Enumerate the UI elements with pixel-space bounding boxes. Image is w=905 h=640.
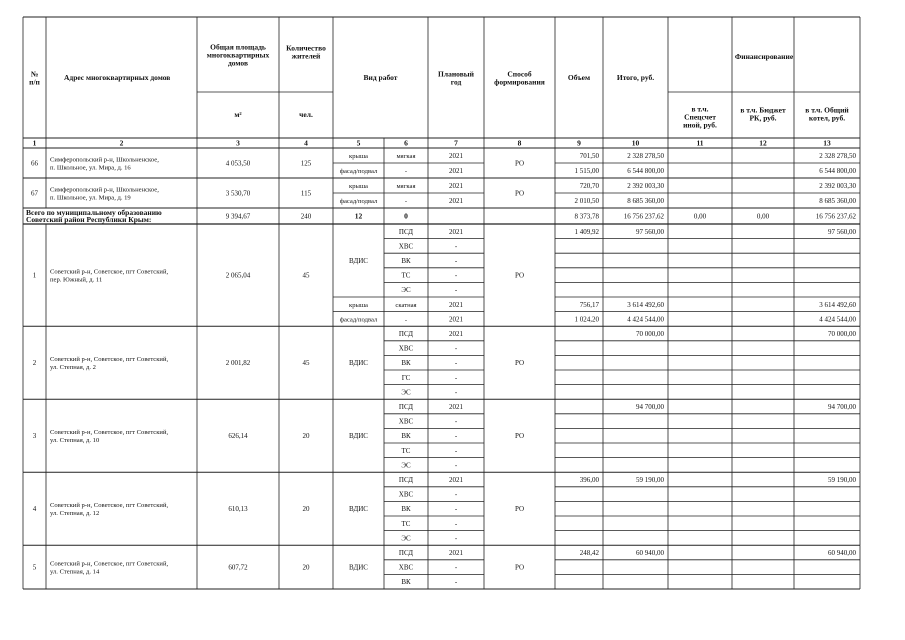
extra-work-subtype: скатная [395,301,417,309]
sub-common: 60 940,00 [828,549,856,557]
sub-work-type: ПСД [398,403,414,411]
work-common: 2 328 278,50 [819,152,856,160]
sub-work-type: ПСД [398,549,414,557]
subtotal-volume: 8 373,78 [574,212,599,221]
sub-year: 2021 [449,330,463,338]
column-number: 3 [236,138,240,148]
subtotal-area: 9 394,67 [225,212,251,221]
sub-year: - [454,519,458,528]
group-number: 1 [32,271,37,280]
budget-header: в т.ч. Бюджет [740,105,786,115]
sub-work-type: ХВС [398,344,414,353]
subtotal-label: Советский район Республики Крым: [26,215,152,224]
work-type: крыша [349,153,368,160]
sub-year: - [454,373,458,382]
row-address: Симферопольский р-н, Школьненское, [50,186,159,194]
group-residents: 20 [302,432,310,441]
extra-volume: 756,17 [579,300,599,309]
sub-year: - [454,257,458,265]
work-year: 2021 [449,197,463,205]
sub-year: - [454,271,458,280]
work-type: фасад/подвал [339,198,378,205]
work-total: 2 328 278,50 [627,152,664,160]
work-common: 6 544 800,00 [819,167,856,175]
num-header: п/п [29,77,40,87]
extra-total: 3 614 492,60 [627,300,664,309]
common-pot-header: в т.ч. Общий [805,105,849,115]
sub-total: 70 000,00 [636,330,664,338]
sub-work-type: ВК [401,359,411,368]
extra-work-type: крыша [349,301,368,309]
work-subtype: мягкая [396,183,416,190]
residents-header: Количество [286,43,326,53]
sub-work-type: ВК [401,505,411,514]
work-volume: 720,70 [579,182,599,190]
sub-year: - [454,417,458,426]
extra-volume: 1 024,20 [574,315,599,324]
plan-year-header: Плановый [438,69,474,79]
work-total: 8 685 360,00 [627,197,664,205]
plan-year-header: год [450,77,462,87]
extra-year: 2021 [449,300,463,309]
subtotal-col5: 12 [354,211,363,221]
group-address: ул. Степная, д. 14 [50,568,100,576]
column-number: 7 [454,138,458,148]
sub-common: 94 700,00 [828,403,856,411]
sub-year: 2021 [449,227,463,236]
work-subtype: - [404,168,408,175]
subtotal-common: 16 756 237,62 [815,212,856,221]
sub-year: - [454,461,458,470]
sub-year: - [454,563,458,572]
row-area: 3 530,70 [225,189,251,198]
sub-year: - [454,490,458,499]
column-number: 12 [759,138,767,148]
subtotal-col6: 0 [404,211,408,221]
work-volume: 701,50 [579,152,599,160]
row-residents: 125 [300,159,312,168]
work-common: 2 392 003,30 [819,182,856,190]
group-number: 4 [32,505,37,514]
sub-year: - [454,505,458,514]
area-header: многоквартирных [206,50,270,60]
row-number: 66 [31,159,38,168]
financing-header: Финансирование [734,52,794,61]
work-year: 2021 [449,152,463,160]
sub-total: 97 560,00 [636,227,664,236]
sub-common: 97 560,00 [828,227,856,236]
column-number: 9 [577,138,581,148]
row-address: п. Школьное, ул. Мира, д. 19 [50,194,131,202]
group-area: 2 001,82 [225,359,251,368]
subtotal-label: Всего по муниципальному образованию [26,208,162,217]
sub-total: 60 940,00 [636,549,664,557]
extra-work-subtype: - [404,316,408,324]
column-number: 8 [517,138,522,148]
group-address: Советский р-н, Советское, пгт Советский, [50,268,169,276]
sub-common: 59 190,00 [828,476,856,484]
subtotal-residents: 240 [300,212,312,221]
common-pot-header: котел, руб. [808,113,846,123]
extra-common: 3 614 492,60 [819,300,856,309]
sub-work-type: ПСД [398,476,414,484]
work-volume: 1 515,00 [574,167,599,175]
sub-work-type: ТС [401,271,411,280]
group-area: 626,14 [228,432,248,441]
work-total: 2 392 003,30 [627,182,664,190]
sub-total: 94 700,00 [636,403,664,411]
group-residents: 45 [302,359,310,368]
sub-work-type: ХВС [398,490,414,499]
sub-year: - [454,578,458,587]
column-number: 10 [631,138,640,148]
row-residents: 115 [300,189,312,198]
group-work-label: ВДИС [349,432,368,441]
work-type: крыша [349,183,368,190]
group-method: РО [514,563,525,572]
total-header: Итого, руб. [616,73,655,82]
sub-volume: 396,00 [579,476,599,484]
subtotal-total: 16 756 237,62 [623,212,664,221]
group-work-label: ВДИС [349,505,368,514]
sub-work-type: ЭС [401,461,411,470]
sub-work-type: ЭС [401,388,411,397]
row-address: п. Школьное, ул. Мира, д. 16 [50,164,131,172]
sub-work-type: ПСД [398,330,414,338]
residents-header: жителей [291,51,321,61]
group-residents: 45 [302,271,310,280]
sub-work-type: ГС [401,373,411,382]
group-method: РО [514,359,525,368]
subtotal-special: 0,00 [693,212,707,221]
sub-year: 2021 [449,403,463,411]
work-common: 8 685 360,00 [819,197,856,205]
work-year: 2021 [449,182,463,190]
sub-work-type: ТС [401,446,411,455]
sub-year: 2021 [449,476,463,484]
group-method: РО [514,271,525,280]
sub-year: - [454,242,458,251]
sub-year: - [454,534,458,543]
extra-common: 4 424 544,00 [819,315,856,324]
column-number: 4 [304,138,308,148]
extra-total: 4 424 544,00 [627,315,664,324]
group-work-label: ВДИС [349,257,368,265]
column-number: 11 [696,138,704,148]
volume-header: Объем [567,73,591,82]
sub-work-type: ТС [401,519,411,528]
column-number: 13 [823,138,831,148]
sub-year: - [454,359,458,368]
area-header: домов [227,58,249,68]
sub-work-type: ЭС [401,286,411,295]
group-residents: 20 [302,563,310,572]
work-volume: 2 010,50 [574,197,599,205]
work-type-header: Вид работ [363,73,398,82]
sub-work-type: ПСД [398,227,414,236]
method-header: Способ [507,69,532,79]
group-work-label: ВДИС [349,563,368,572]
group-address: ул. Степная, д. 2 [50,364,96,372]
sub-work-type: ЭС [401,534,411,543]
residents-unit: чел. [299,110,313,119]
sub-year: - [454,286,458,295]
sub-total: 59 190,00 [636,476,664,484]
sub-year: - [454,344,458,353]
work-year: 2021 [449,167,463,175]
sub-work-type: ХВС [398,417,414,426]
group-area: 610,13 [228,505,248,514]
extra-work-type: фасад/подвал [339,316,378,324]
sub-work-type: ХВС [398,563,414,572]
group-method: РО [514,432,525,441]
group-number: 5 [32,563,37,572]
group-area: 607,72 [228,563,248,572]
sub-work-type: ВК [401,257,411,265]
sub-work-type: ВК [401,432,411,441]
group-method: РО [514,505,525,514]
area-header: Общая площадь [210,42,266,52]
address-header: Адрес многоквартирных домов [64,73,171,82]
group-residents: 20 [302,505,310,514]
sub-year: - [454,388,458,397]
sub-volume: 1 409,92 [574,227,599,236]
group-address: Советский р-н, Советское, пгт Советский, [50,356,169,364]
row-area: 4 053,50 [225,159,251,168]
special-account-header: в т.ч. [691,104,709,114]
sub-common: 70 000,00 [828,330,856,338]
method-header: формирования [494,77,545,87]
sub-year: 2021 [449,549,463,557]
row-method: РО [514,159,525,168]
group-address: Советский р-н, Советское, пгт Советский, [50,502,169,510]
special-account-header: Спецсчет [684,112,716,122]
column-number: 2 [119,138,124,148]
group-address: Советский р-н, Советское, пгт Советский, [50,560,169,568]
group-number: 3 [32,432,37,441]
budget-header: РК, руб. [749,113,777,123]
sub-work-type: ВК [401,578,411,587]
column-number: 1 [32,138,37,148]
extra-year: 2021 [449,315,463,324]
group-number: 2 [32,359,37,368]
group-address: пер. Южный, д. 11 [50,276,103,284]
row-address: Симферопольский р-н, Школьненское, [50,156,159,164]
group-address: ул. Степная, д. 12 [50,510,100,518]
subtotal-budget: 0,00 [756,212,770,221]
sub-year: - [454,446,458,455]
column-number: 6 [404,138,408,148]
area-unit: м² [234,110,242,119]
sub-work-type: ХВС [398,242,414,251]
row-method: РО [514,189,525,198]
group-area: 2 065,04 [225,271,251,280]
group-work-label: ВДИС [349,359,368,368]
work-total: 6 544 800,00 [627,167,664,175]
num-header: № [30,69,39,79]
work-type: фасад/подвал [339,168,378,175]
group-address: Советский р-н, Советское, пгт Советский, [50,429,169,437]
special-account-header: иной, руб. [683,120,717,130]
sub-year: - [454,432,458,441]
column-number: 5 [356,138,361,148]
group-address: ул. Степная, д. 10 [50,437,100,445]
row-number: 67 [31,189,38,198]
sub-volume: 248,42 [579,549,599,557]
work-subtype: мягкая [396,153,416,160]
work-subtype: - [404,198,408,205]
